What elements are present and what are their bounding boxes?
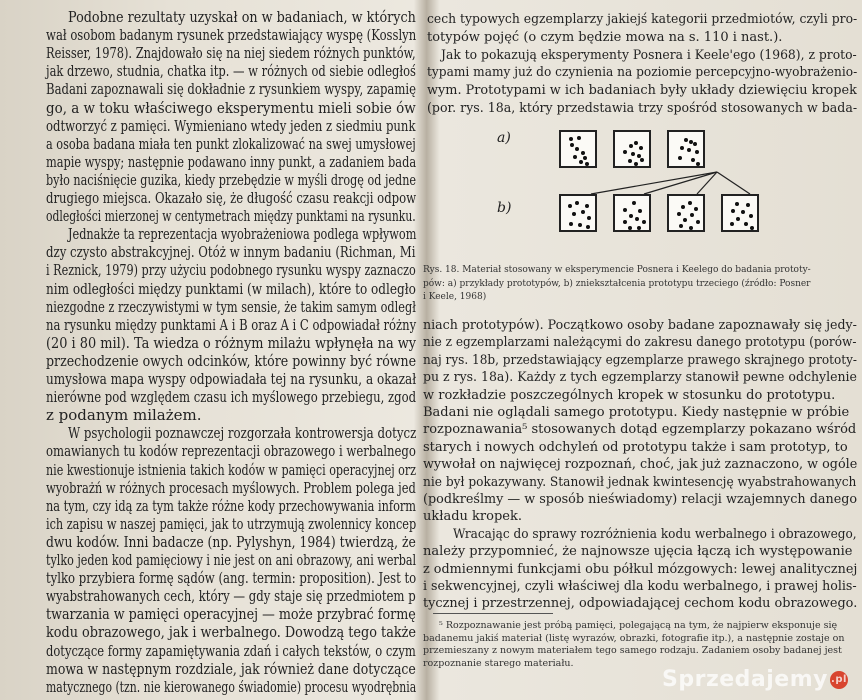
text-line: Podobne rezultaty uzyskał on w badaniach, w których — [68, 8, 416, 26]
text-line: układu kropek. — [423, 509, 522, 525]
dot — [628, 159, 632, 163]
text-line: odtworzyć z pamięci. Wymieniano wtedy jeden z siedmiu punk — [46, 116, 416, 135]
text-line: Wracając do sprawy rozróżnienia kodu werbalnego i obrazowego, — [453, 526, 857, 542]
text-line: nie był pokazywany. Stanowił jednak kwintesencję wyabstrahowanych — [423, 474, 857, 490]
dot — [679, 224, 683, 228]
text-line: mapie wyspy; następnie podawano inny punkt, a zadaniem bada — [46, 152, 417, 171]
dot — [569, 222, 573, 226]
dot — [634, 162, 638, 166]
dot — [623, 150, 627, 154]
dot — [570, 143, 574, 147]
text-line: Badani zapoznawali się dokładnie z rysunkiem wyspy, zapamię — [46, 80, 417, 99]
dot — [579, 160, 583, 164]
dot — [736, 217, 740, 221]
footnote-line: badanemu jakiś materiał (listę wyrazów, obrazki, fotografie itp.), a następnie zostaje on — [423, 632, 845, 644]
text-line: cech typowych egzemplarzy jakiejś kategorii przedmiotów, czyli pro- — [427, 12, 858, 27]
figure-label-a: a) — [497, 130, 511, 146]
dot — [696, 162, 700, 166]
text-line: wym. Prototypami w ich badaniach były układy dziewięciu kropek — [427, 83, 857, 99]
dot — [694, 207, 698, 211]
dot — [642, 220, 646, 224]
prototype-box — [667, 130, 705, 168]
dot — [684, 138, 688, 142]
figure-label-b: b) — [497, 200, 512, 216]
text-line: mowa w następnym rozdziale, jak również dane dotyczące — [46, 659, 416, 678]
text-line: dotyczące formy zapamiętywania zdań i całych tekstów, o czym — [46, 641, 416, 660]
text-line: starych i nowych odchyleń od prototypu także i sam prototyp, to — [423, 439, 848, 455]
distortion-box — [559, 194, 597, 232]
dot — [735, 202, 739, 206]
text-line: z podanym milażem. — [46, 406, 202, 425]
text-line: nie kwestionuje istnienia takich kodów w pamięci operacyjnej orz — [46, 460, 417, 479]
dot — [689, 226, 693, 230]
dot — [585, 162, 589, 166]
text-line: rozpoznawania⁵ stosowanych dotąd egzemplarzy pokazano wśród — [423, 422, 857, 438]
dot — [585, 204, 589, 208]
dot — [638, 209, 642, 213]
text-line: jak drzewo, studnia, chatka itp. — w różnych od siebie odległoś — [46, 62, 416, 81]
dot — [583, 156, 587, 160]
dot — [741, 210, 745, 214]
dot — [631, 152, 635, 156]
dot — [688, 201, 692, 205]
dot — [581, 151, 585, 155]
dot — [744, 222, 748, 226]
distortion-box — [613, 194, 651, 232]
dot — [637, 226, 641, 230]
right-page — [423, 0, 862, 700]
text-line: W psychologii poznawczej rozgorzała kontrowersja dotycz — [68, 424, 417, 443]
dot — [634, 141, 638, 145]
watermark-logo — [662, 667, 848, 692]
text-line: nim odległości między punktami (w milach), które to odległo — [46, 279, 416, 298]
text-line: i Reznick, 1979) przy użyciu podobnego rysunku wyspy zaznaczo — [46, 261, 416, 280]
text-line: niach prototypów). Początkowo osoby badane zapoznawały się jedy- — [423, 318, 857, 333]
text-line: kodu obrazowego, jak i werbalnego. Dowodzą tego także — [46, 623, 416, 642]
prototype-box — [613, 130, 651, 168]
dot — [623, 208, 627, 212]
dot — [569, 137, 573, 141]
text-line: matycznego (tzn. nie kierowanego świadomie) procesu wyodrębnia — [46, 677, 417, 696]
caption-line: i Keele, 1968) — [423, 292, 487, 302]
text-line: umysłowa mapa wyspy odpowiadała tej na rysunku, a okazał — [46, 370, 417, 388]
dot — [568, 204, 572, 208]
text-line: Jednakże ta reprezentacja wyobrażeniowa podlega wpływom — [68, 225, 417, 244]
text-line: (por. rys. 18a, który przedstawia trzy spośród stosowanych w bada- — [427, 101, 858, 116]
dot — [693, 142, 697, 146]
text-line: wyabstrahowanych cech, który — gdy staje się przedmiotem p — [46, 587, 416, 606]
text-line: ich zapisu w naszej pamięci, jak to utrzymują zwolennicy koncep — [46, 514, 417, 533]
dot — [575, 147, 579, 151]
dot — [746, 203, 750, 207]
footnote-line: rozpoznanie starego materiału. — [423, 657, 574, 669]
prototype-box — [559, 130, 597, 168]
dot — [678, 156, 682, 160]
dot — [687, 148, 691, 152]
dot — [629, 214, 633, 218]
text-line: i sekwencyjnej, czyli właściwej dla kodu werbalnego, i prawej holis- — [423, 579, 857, 594]
text-line: niezgodne z rzeczywistymi w tym sensie, że takim samym odległ — [46, 297, 416, 316]
text-line: naj rys. 18b, przedstawiający egzemplarze prawego skrajnego prototy- — [423, 352, 858, 368]
dot — [572, 212, 576, 216]
footnote-rule — [433, 613, 553, 614]
dot — [629, 144, 633, 148]
dot — [573, 155, 577, 159]
text-line: dzy czysto abstrakcyjnej. Otóż w innym badaniu (Richman, Mi — [46, 243, 416, 262]
text-line: tycznej i przestrzennej, odpowiadającej cechom kodu obrazowego. — [423, 596, 858, 612]
dot — [628, 226, 632, 230]
text-line: (podkreślmy — w sposób nieświadomy) relacji wzajemnych danego — [423, 492, 858, 507]
dot — [587, 216, 591, 220]
text-line: na tym, czy idą za tym także różne kody przechowywania inform — [46, 496, 417, 515]
text-line: nierówne pod względem czasu ich myślowego przebiegu, zgod — [46, 388, 417, 407]
dot — [730, 222, 734, 226]
dot — [586, 225, 590, 229]
text-line: omawianych tu kodów reprezentacji obrazowego i werbalnego — [46, 442, 416, 461]
footnote-line: przemieszany z nowym materiałem tego samego rodzaju. Zadaniem osoby badanej jest — [423, 645, 842, 657]
watermark-text: Sprzedajemy — [662, 667, 828, 692]
text-line: go, a w toku właściwego eksperymentu mieli sobie ów — [46, 98, 416, 117]
caption-line: pów: a) przykłady prototypów, b) zniekształcenia prototypu trzeciego (źródło: Posner — [423, 278, 811, 289]
text-line: Jak to pokazują eksperymenty Posnera i Keele'ego (1968), z proto- — [441, 47, 857, 63]
dot — [578, 223, 582, 227]
text-line: z odmiennymi funkcjami obu półkul mózgowych: lewej analitycznej — [423, 561, 858, 577]
text-line: należy przypomnieć, że najnowsze ujęcia łączą ich występowanie — [423, 544, 853, 560]
text-line: pu z rys. 18a). Każdy z tych egzemplarzy stanowił pewne odchylenie — [423, 370, 857, 386]
distortion-box — [667, 194, 705, 232]
text-line: twarzania w pamięci operacyjnej — może przybrać formę — [46, 605, 416, 624]
dot — [731, 209, 735, 213]
text-line: typami mamy już do czynienia na poziomie percepcyjno-wyobrażenio- — [427, 65, 858, 81]
left-page — [0, 0, 420, 700]
text-line: drugiego miejsca. Okazało się, że długość czasu reakcji odpow — [46, 189, 417, 207]
text-line: przechodzenie owych odcinków, które powinny być równe — [46, 351, 417, 370]
text-line: wał osobom badanym rysunek przedstawiający wyspę (Kosslyn — [46, 26, 417, 45]
text-line: dwu kodów. Inni badacze (np. Pylyshyn, 1984) twierdzą, że — [46, 532, 416, 551]
dot — [750, 226, 754, 230]
dot — [632, 201, 636, 205]
dot — [577, 136, 581, 140]
dot — [695, 150, 699, 154]
text-line: nie z egzemplarzami należącymi do zakresu danego prototypu (porów- — [423, 335, 857, 351]
text-line: tylko przybiera formę sądów (ang. termin: proposition). Jest to — [46, 569, 417, 588]
caption-line: Rys. 18. Materiał stosowany w eksperymencie Posnera i Keelego do badania prototy- — [423, 265, 811, 275]
dot — [575, 201, 579, 205]
dot — [635, 217, 639, 221]
watermark-suffix: .pl — [830, 671, 848, 689]
text-line: w rozkładzie poszczególnych kropek w stosunku do prototypu. — [423, 387, 836, 403]
dot — [623, 220, 627, 224]
dot — [683, 218, 687, 222]
text-line: wyobrażń w różnych procesach myślowych. Problem polega jed — [46, 478, 416, 497]
text-line: Badani nie oglądali samego prototypu. Kiedy następnie w próbie — [423, 405, 850, 420]
text-line: wywołał on najwięcej rozpoznań, choć, jak już zaznaczono, w ogóle — [423, 457, 858, 473]
text-line: a osoba badana miała ten punkt zlokalizować na swej umysłowej — [46, 134, 416, 153]
dot — [677, 212, 681, 216]
text-line: Reisser, 1978). Znajdowało się na niej siedem różnych punktów, — [46, 44, 416, 63]
text-line: na rysunku między punktami A i B oraz A i C odpowiadał różny — [46, 315, 417, 334]
text-line: tylko jeden kod pamięciowy i nie jest on ani obrazowy, ani werbal — [46, 551, 417, 569]
dot — [640, 158, 644, 162]
dot — [749, 214, 753, 218]
dot — [691, 158, 695, 162]
footnote-line: ⁵ Rozpoznawanie jest próbą pamięci, polegającą na tym, że najpierw eksponuje się — [439, 620, 838, 631]
dot — [696, 220, 700, 224]
text-line: totypów pojęć (o czym będzie mowa na s. 110 i nast.). — [427, 29, 783, 45]
dot — [690, 213, 694, 217]
figure-18 — [493, 128, 793, 248]
text-line: było naciśnięcie guzika, kiedy przebędzie w myśli drogę od jedne — [46, 170, 417, 189]
dot — [639, 146, 643, 150]
dot — [581, 210, 585, 214]
text-line: odległości mierzonej w centymetrach między punktami na rysunku. — [46, 207, 416, 226]
text-line: (20 i 80 mil). Ta wiedza o różnym milażu wpłynęła na wy — [46, 333, 417, 352]
distortion-box — [721, 194, 759, 232]
dot — [680, 146, 684, 150]
dot — [681, 205, 685, 209]
